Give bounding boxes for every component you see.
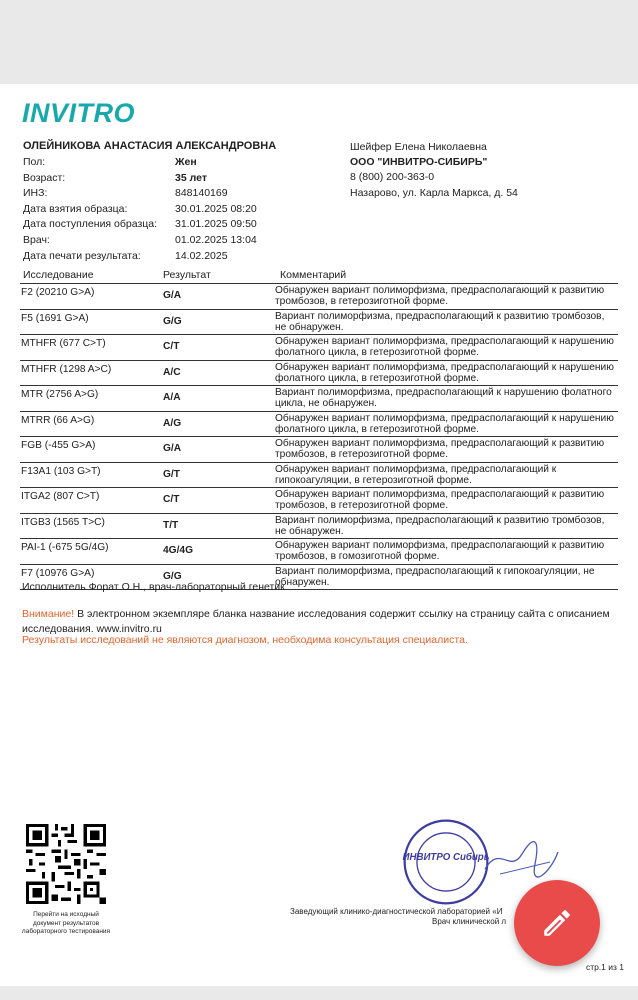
info-row-sample-date: Дата взятия образца: 30.01.2025 08:20: [23, 202, 257, 215]
results-table-header: [23, 269, 623, 283]
doctor-block: [350, 140, 518, 201]
qr-code[interactable]: [26, 824, 106, 904]
table-row: F2 (20210 G>A) G/A Обнаружен вариант полиморфизма, предрасполагающий к развитию тромбозов, в гетерозиготной форме.: [20, 284, 618, 310]
invitro-logo: INVITRO: [22, 98, 136, 128]
results-table: [20, 283, 618, 590]
table-row: PAI-1 (-675 5G/4G) 4G/4G Обнаружен вариант полиморфизма, предрасполагающий к развитию тромбозов, в гомозиготной форме.: [20, 539, 618, 565]
footer-line-head: Заведующий клинико-диагностической лабораторией «И: [290, 907, 503, 916]
info-row-age: Возраст: 35 лет: [23, 171, 207, 184]
header-comment: Комментарий: [280, 269, 347, 281]
info-row-sex: Пол: Жен: [23, 156, 197, 168]
edit-fab-button[interactable]: [514, 880, 600, 966]
notice-warning-label: Внимание!: [22, 608, 75, 620]
table-row: MTRR (66 A>G) A/G Обнаружен вариант полиморфизма, предрасполагающий к нарушению фолатного цикла, в гетерозиготной форме.: [20, 412, 618, 438]
organization-stamp: [402, 818, 490, 906]
patient-name: ОЛЕЙНИКОВА АНАСТАСИЯ АЛЕКСАНДРОВНА: [23, 140, 277, 152]
table-row: ITGB3 (1565 T>C) T/T Вариант полиморфизма, предрасполагающий к развитию тромбозов, не обнаружен.: [20, 514, 618, 540]
pencil-icon: [540, 906, 574, 940]
page-number: стр.1 из 1: [585, 962, 624, 972]
info-row-inz: ИНЗ: 848140169: [23, 187, 228, 200]
doctor-name: Шейфер Елена Николаевна: [350, 141, 487, 153]
table-row: F5 (1691 G>A) G/G Вариант полиморфизма, предрасполагающий к развитию тромбозов, не обнаружен.: [20, 310, 618, 336]
info-row-print-date: Дата печати результата: 14.02.2025: [23, 249, 228, 262]
header-test: Исследование: [23, 269, 94, 281]
qr-caption: Перейти на исходный документ результатов лабораторного тестирования: [21, 911, 111, 935]
info-row-doctor: Врач: 01.02.2025 13:04: [23, 233, 257, 246]
table-row: F13A1 (103 G>T) G/T Обнаружен вариант полиморфизма, предрасполагающий к гипокоагуляции, в гетерозиготной форме.: [20, 463, 618, 489]
table-row: FGB (-455 G>A) G/A Обнаружен вариант полиморфизма, предрасполагающий к развитию тромбозов, в гетерозиготной форме.: [20, 437, 618, 463]
disclaimer: Результаты исследований не являются диагнозом, необходима консультация специалиста.: [22, 634, 468, 646]
document-page: [0, 84, 638, 986]
table-row: MTHFR (1298 A>C) A/C Обнаружен вариант полиморфизма, предрасполагающий к нарушению фолатного цикла, в гетерозиготной форме.: [20, 361, 618, 387]
executor-line: Исполнитель Форат О.Н., врач-лабораторный генетик: [22, 581, 285, 593]
organization-name: ООО "ИНВИТРО-СИБИРЬ": [350, 156, 488, 169]
table-row: ITGA2 (807 C>T) C/T Обнаружен вариант полиморфизма, предрасполагающий к развитию тромбозов, в гетерозиготной форме.: [20, 488, 618, 514]
organization-phone: 8 (800) 200-363-0: [350, 171, 435, 184]
patient-info: [23, 155, 257, 264]
info-row-received-date: Дата поступления образца: 31.01.2025 09:50: [23, 218, 257, 231]
table-row: MTR (2756 A>G) A/A Вариант полиморфизма, предрасполагающий к нарушению фолатного цикла, не обнаружен.: [20, 386, 618, 412]
notice: [22, 607, 618, 637]
notice-text: В электронном экземпляре бланка название исследования содержит ссылку на страницу сайта с описанием исследования. www.invitro.ru: [22, 608, 610, 635]
stamp-text: ИНВИТРО Сибирь: [402, 852, 490, 864]
table-row: F7 (10976 G>A) G/G Вариант полиморфизма, предрасполагающий к гипокоагуляции, не обнаружен.: [20, 565, 618, 591]
footer-line-doctor: Врач клинической л: [432, 917, 507, 926]
signature: [480, 834, 560, 884]
header-result: Результат: [163, 269, 211, 281]
organization-address: Назарово, ул. Карла Маркса, д. 54: [350, 186, 518, 199]
table-row: MTHFR (677 C>T) C/T Обнаружен вариант полиморфизма, предрасполагающий к нарушению фолатного цикла, в гетерозиготной форме.: [20, 335, 618, 361]
